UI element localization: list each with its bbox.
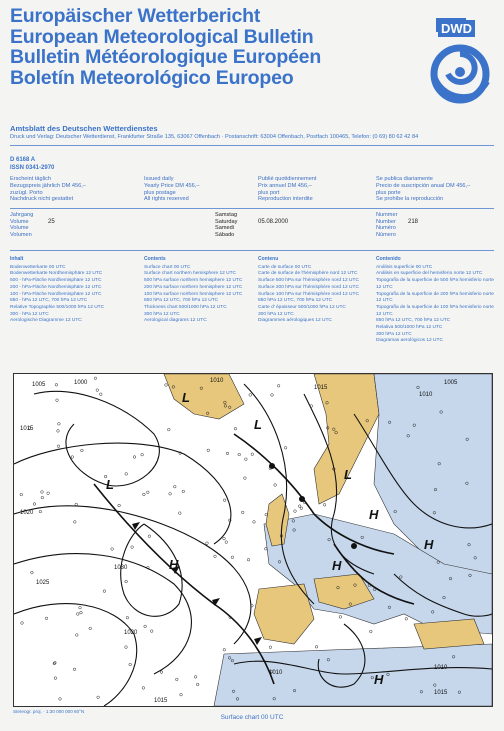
contents-item: Aerologische Diagramme 12 UTC	[10, 318, 82, 324]
contents-item: Carte d' épaisseur 500/1000 hPa 12 UTC	[258, 304, 346, 310]
low-pressure-label: L	[106, 477, 114, 492]
contents-item: Análisis superficie 00 UTC	[376, 264, 433, 270]
label: Saturday	[215, 218, 238, 225]
contents-item: Surface chart 00 UTC	[144, 264, 191, 270]
contents-item: Topografía de la superficie de 500 hPa hemisferio norte 12 UTC	[376, 278, 494, 290]
front-semicircle	[299, 496, 305, 502]
contents-french	[258, 256, 376, 325]
contents-item: Relativa 500/1000 hPa 12 UTC	[376, 325, 443, 331]
high-pressure-label: H	[332, 558, 342, 573]
issn: ISSN 0341-2970	[10, 165, 55, 171]
label: Numéro	[376, 225, 396, 232]
title-spanish: Boletín Meteorológico Europeo	[10, 66, 294, 89]
label: Volume	[10, 225, 29, 232]
contents-item: 500 hPa surface northern hemisphere 12 UTC	[144, 278, 243, 284]
contents-item: Topografía de la superficie de 200 hPa hemisferio norte 12 UTC	[376, 291, 494, 304]
label: Número	[376, 232, 396, 239]
contents-item: Bodenwetterkarte 00 UTC	[10, 264, 66, 270]
contents-item: 500 - hPa-Fläche Nordhemisphäre 12 UTC	[10, 278, 102, 284]
contents-item: Surface chart northern hemisphere 12 UTC	[144, 271, 236, 277]
contents-item: Aerological diagrams 12 UTC	[144, 318, 207, 324]
number-value: 218	[408, 219, 419, 225]
low-pressure-label: L	[344, 467, 352, 482]
contents-item: 300 - hPa 12 UTC	[10, 311, 49, 317]
info-line: Se publica diariamente	[376, 176, 433, 182]
contents-item: Diagrammes aérologiques 12 UTC	[258, 318, 332, 324]
isobar-value: 1030	[114, 565, 128, 571]
label: Sábado	[215, 232, 235, 239]
isobar-value: 1015	[434, 690, 448, 696]
info-line: Yearly Price DM 456,–	[144, 182, 200, 189]
front-semicircle	[269, 463, 275, 469]
info-line: Reproduction interdite	[258, 196, 313, 203]
isobar-value: 1010	[419, 392, 433, 398]
bulletin-titles	[10, 6, 430, 88]
surface-chart	[13, 373, 493, 707]
isobar-value: 1015	[154, 698, 168, 704]
contents-item: Relative Topographie 500/1000 hPa 12 UTC	[10, 304, 105, 310]
year-labels	[10, 212, 33, 239]
contents-heading: Contenido	[376, 256, 401, 262]
divider	[10, 250, 494, 251]
contents-item: Análisis en superficie del hemisferio norte 12 UTC	[376, 271, 483, 277]
isobar-value: 1020	[20, 510, 34, 516]
contents-item: Carte de surface de l'hémisphère nord 12 UTC	[258, 271, 358, 277]
high-pressure-label: H	[369, 507, 379, 522]
contents-item: 300 hPa 12 UTC	[376, 331, 412, 337]
contents-item: 300 hPa 12 UTC	[258, 311, 294, 317]
info-line: Erscheint täglich	[10, 176, 52, 182]
contents-item: Topografía de la superficie de 100 hPa hemisferio norte 12 UTC	[376, 304, 494, 317]
weather-map	[14, 374, 492, 706]
isobar-value: 1015	[20, 426, 34, 432]
contents-item: 200 hPa surface northern hemisphere 12 UTC	[144, 284, 243, 290]
label: Volume	[10, 218, 29, 225]
contents-item: 850 hPa 12 UTC, 700 hPa 12 UTC	[258, 298, 333, 304]
info-line: zuzügl. Porto	[10, 189, 43, 196]
contents-item: 100 - hPa-Fläche Nordhemisphäre 12 UTC	[10, 291, 102, 297]
contents-item: Diagramas aerológicos 12 UTC	[376, 338, 443, 344]
title-german: Europäischer Wetterbericht	[10, 5, 261, 27]
contents-item: Carte de surface 00 UTC	[258, 264, 312, 270]
info-line: plus port	[258, 189, 280, 196]
chart-caption: Surface chart 00 UTC	[220, 714, 284, 721]
contents-item: 200 - hPa-Fläche Nordhemisphäre 12 UTC	[10, 284, 102, 290]
label: Samedi	[215, 225, 234, 232]
contents-heading: Inhalt	[10, 256, 24, 262]
high-pressure-label: H	[374, 672, 384, 687]
isobar-value: 1020	[124, 630, 138, 636]
issue-info-english	[144, 176, 262, 203]
contents-item: 850 hPa 12 UTC, 700 hPa 12 UTC	[144, 298, 219, 304]
isobar-value: 1010	[210, 378, 224, 384]
publisher-address: Druck und Verlag: Deutscher Wetterdienst, Frankfurter Straße 135, 63067 Offenbach · Postanschrift: 63004 Offenbach, Postfach 100465, Telefon: (0 69) 80 62 42 84	[10, 134, 419, 140]
info-line: Nachdruck nicht gestattet	[10, 196, 74, 203]
info-line: Publié quotidiennement	[258, 176, 317, 182]
isobar-value: 1010	[434, 665, 448, 671]
issue-info-spanish	[376, 176, 494, 203]
contents-item: Surface 500 hPa sur l'hémisphère nord 12 UTC	[258, 278, 359, 284]
amtsblatt-heading: Amtsblatt des Deutschen Wetterdienstes	[10, 124, 158, 133]
day-labels	[215, 212, 237, 239]
issue-info-french	[258, 176, 376, 203]
publication-ids	[10, 156, 54, 172]
issue-info-german	[10, 176, 128, 203]
contents-item: Surface 200 hPa sur l'hémisphère nord 12 UTC	[258, 284, 359, 290]
info-line: Se prohíbe la reproducción	[376, 196, 444, 203]
date-value: 05.08.2000	[258, 219, 289, 225]
front-semicircle	[351, 543, 357, 549]
contents-heading: Contents	[144, 256, 166, 262]
low-pressure-label: L	[254, 417, 262, 432]
contents-item: 850 hPa 12 UTC, 700 hPa 12 UTC	[376, 318, 451, 324]
info-line: plus porte	[376, 189, 401, 196]
label: Nummer	[376, 212, 398, 218]
info-line: All rights reserved	[144, 196, 189, 203]
isobar-value: 1000	[74, 380, 88, 386]
title-french: Bulletin Météorologique Européen	[10, 46, 322, 68]
contents-german	[10, 256, 128, 325]
contents-item: 100 hPa surface northern hemisphere 12 UTC	[144, 291, 243, 297]
dwd-logo-text: DWD	[438, 20, 475, 37]
contents-item: Surface 100 hPa sur l'hémisphère nord 12 UTC	[258, 291, 359, 297]
isobar-value: 1005	[32, 382, 46, 388]
projection-note: Stereogr. proj. · 1:30 000 000 60°N	[13, 709, 85, 714]
publication-code: D 6168 A	[10, 157, 36, 163]
isobar-value: 1015	[314, 385, 328, 391]
info-line: plus postage	[144, 189, 176, 196]
info-line: Precio de suscripción anual DM 456,–	[376, 182, 471, 189]
isobar-value: 1010	[269, 670, 283, 676]
info-line: Prix annuel DM 456,–	[258, 182, 312, 189]
number-labels	[376, 212, 397, 239]
label: Jahrgang	[10, 212, 34, 218]
divider	[10, 145, 494, 146]
volume-value: 25	[48, 219, 55, 225]
contents-spanish	[376, 256, 494, 345]
label: Samstag	[215, 212, 238, 218]
africa-land	[214, 644, 492, 706]
high-pressure-label: H	[169, 557, 179, 572]
contents-item: 850 - hPa 12 UTC, 700 hPa 12 UTC	[10, 298, 88, 304]
low-pressure-label: L	[182, 390, 190, 405]
title-english: European Meteorological Bulletin	[10, 25, 314, 48]
divider	[10, 208, 494, 209]
label: Volumen	[10, 232, 32, 239]
contents-item: 300 hPa 12 UTC	[144, 311, 180, 317]
info-line: Bezugspreis jährlich DM 456,–	[10, 182, 86, 189]
contents-item: Bodenwetterkarte Nordhemisphäre 12 UTC	[10, 271, 103, 277]
isobar-value: 1005	[444, 380, 458, 386]
turkey-land	[414, 619, 484, 649]
contents-heading: Contenu	[258, 256, 279, 262]
info-line: Issued daily	[144, 176, 174, 182]
isobar-value: 1025	[36, 580, 50, 586]
high-pressure-label: H	[424, 537, 434, 552]
label: Number	[376, 218, 396, 225]
contents-item: Thickness chart 500/1000 hPa 12 UTC	[144, 304, 227, 310]
contents-english	[144, 256, 262, 325]
